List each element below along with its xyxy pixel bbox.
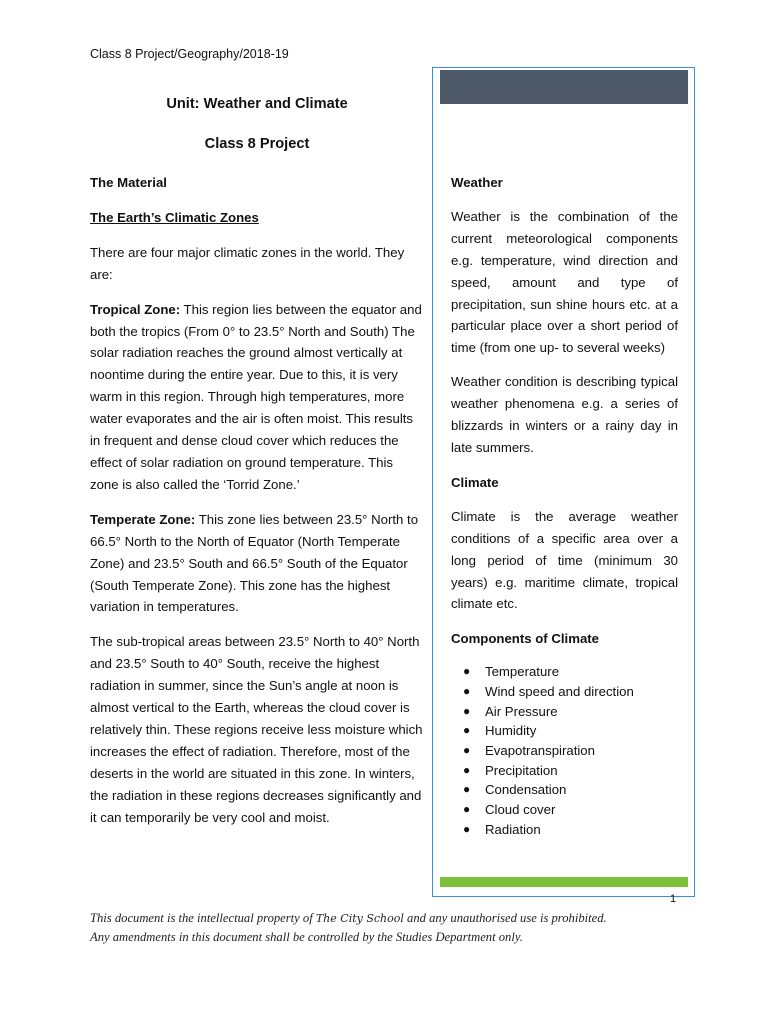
intro-paragraph: There are four major climatic zones in the world. They are: bbox=[90, 244, 405, 282]
list-item bbox=[451, 741, 678, 761]
temperate-zone-label: Temperate Zone: bbox=[90, 511, 196, 527]
sidebar-top-bar bbox=[440, 70, 688, 104]
tropical-zone-text: This region lies between the equator and both the tropics (From 0° to 23.5° North and South) The solar radiation reaches the ground almost vertically at noontime during the entire year. Due to this, it is very warm in this region. Through high temperatures, more water evaporates and the air is often moist. This results in frequent and dense cloud cover which reduces the effect of solar radiation on ground temperature. This zone is also called the ‘Torrid Zone.’ bbox=[90, 301, 422, 492]
subtropical-paragraph: The sub-tropical areas between 23.5° North to 40° North and 23.5° South to 40° South, receive the highest radiation in summer, since the Sun’s angle at noon is almost vertical to the Earth, whereas the cloud cover is relatively thin. These regions receive less moisture which increases the effect of radiation. Therefore, most of the deserts in the world are situated in this zone. In winters, the radiation in these regions decreases significantly and it can temporarily be very cool and moist. bbox=[90, 634, 423, 825]
list-item-label: Wind speed and direction bbox=[485, 683, 634, 699]
zones-heading: The Earth’s Climatic Zones bbox=[90, 209, 259, 225]
bullet-icon: ● bbox=[463, 782, 471, 797]
sidebar-box bbox=[432, 67, 695, 897]
school-brand-text: The City School bbox=[315, 912, 404, 925]
bullet-icon: ● bbox=[463, 802, 471, 817]
tropical-zone-paragraph bbox=[90, 299, 424, 496]
footer-disclaimer bbox=[90, 909, 730, 946]
list-item-label: Cloud cover bbox=[485, 802, 556, 818]
temperate-zone-paragraph bbox=[90, 509, 424, 619]
climate-paragraph: Climate is the average weather conditions of a specific area over a long period of time (minimum 30 years) e.g. maritime climate, tropical climate etc. bbox=[451, 508, 678, 612]
list-item bbox=[451, 702, 678, 722]
list-item-label: Temperature bbox=[485, 664, 560, 680]
weather-paragraph: Weather is the combination of the current meteorological components e.g. temperature, wind direction and speed, amount and type of precipitation, sun shine hours etc. at a particular place over a short period of time (from one up- to several weeks) bbox=[451, 208, 678, 356]
components-heading: Components of Climate bbox=[451, 631, 599, 647]
list-item bbox=[451, 780, 678, 800]
main-column bbox=[90, 92, 424, 828]
list-item-label: Precipitation bbox=[485, 762, 558, 778]
sidebar-bottom-bar bbox=[440, 877, 688, 887]
bullet-icon: ● bbox=[463, 683, 471, 698]
list-item-label: Humidity bbox=[485, 723, 537, 739]
list-item-label: Air Pressure bbox=[485, 703, 558, 719]
list-item bbox=[451, 721, 678, 741]
list-item bbox=[451, 761, 678, 781]
list-item bbox=[451, 682, 678, 702]
list-item-label: Radiation bbox=[485, 821, 541, 837]
climate-heading: Climate bbox=[451, 474, 499, 490]
list-item-label: Evapotranspiration bbox=[485, 743, 595, 759]
bullet-icon: ● bbox=[463, 821, 471, 836]
list-item bbox=[451, 820, 678, 840]
bullet-icon: ● bbox=[463, 762, 471, 777]
tropical-zone-label: Tropical Zone: bbox=[90, 301, 181, 317]
bullet-icon: ● bbox=[463, 703, 471, 718]
list-item-label: Condensation bbox=[485, 782, 567, 798]
weather-heading: Weather bbox=[451, 175, 503, 190]
unit-title: Unit: Weather and Climate bbox=[166, 96, 348, 112]
page-header: Class 8 Project/Geography/2018-19 bbox=[90, 47, 289, 61]
footer-line-1 bbox=[90, 909, 730, 928]
material-heading: The Material bbox=[90, 175, 167, 190]
class-title: Class 8 Project bbox=[204, 136, 310, 152]
footer-text: and any unauthorised use is prohibited. bbox=[403, 911, 607, 925]
bullet-icon: ● bbox=[463, 664, 471, 679]
weather-condition-paragraph: Weather condition is describing typical weather phenomena e.g. a series of blizzards in winters or a rainy day in late summers. bbox=[451, 374, 678, 455]
list-item bbox=[451, 662, 678, 682]
bullet-icon: ● bbox=[463, 723, 471, 738]
footer-text: This document is the intellectual property of bbox=[90, 911, 316, 925]
bullet-icon: ● bbox=[463, 743, 471, 758]
list-item bbox=[451, 800, 678, 820]
temperate-zone-text: This zone lies between 23.5° North to 66.5° North to the North of Equator (North Temperate Zone) and 23.5° South and 66.5° South of the Equator (South Temperate Zone). This zone has the highest variation in temperatures. bbox=[90, 511, 419, 615]
components-list bbox=[451, 662, 678, 839]
sidebar-content bbox=[451, 172, 678, 840]
page-number: 1 bbox=[670, 893, 677, 905]
footer-line-2: Any amendments in this document shall be controlled by the Studies Department only. bbox=[90, 930, 523, 944]
